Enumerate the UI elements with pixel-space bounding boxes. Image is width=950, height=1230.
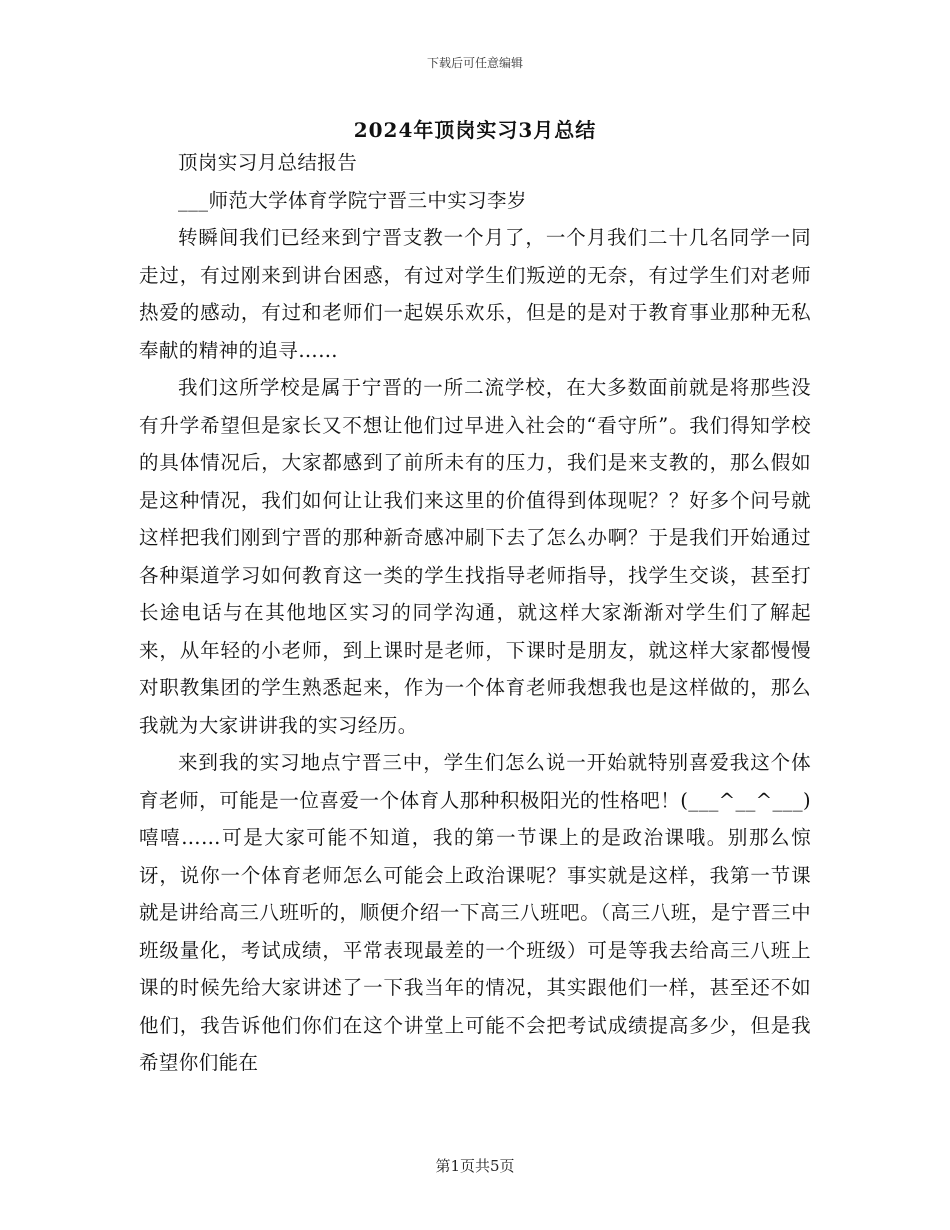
report-heading: 顶岗实习月总结报告 bbox=[178, 151, 358, 174]
header-note: 下载后可任意编辑 bbox=[426, 56, 523, 70]
document-body bbox=[139, 144, 811, 1082]
page-footer: 第1页共5页 bbox=[435, 1157, 515, 1175]
document-title: 2024年顶岗实习3月总结 bbox=[353, 118, 597, 142]
body-paragraph: 转瞬间我们已经来到宁晋支教一个月了，一个月我们二十几名同学一同走过，有过刚来到讲台困惑，有过对学生们叛逆的无奈，有过学生们对老师热爱的感动，有过和老师们一起娱乐欢乐，但是的是对于教育事业那种无私奉献的精神的追寻…… bbox=[139, 226, 811, 362]
body-paragraph: 我们这所学校是属于宁晋的一所二流学校，在大多数面前就是将那些没有升学希望但是家长又不想让他们过早进入社会的“看守所”。我们得知学校的具体情况后，大家都感到了前所未有的压力，我们是来支教的，那么假如是这种情况，我们如何让让我们来这里的价值得到体现呢？？好多个问号就这样把我们刚到宁晋的那种新奇感冲刷下去了怎么办啊？于是我们开始通过各种渠道学习如何教育这一类的学生找指导老师指导，找学生交谈，甚至打长途电话与在其他地区实习的同学沟通，就这样大家渐渐对学生们了解起来，从年轻的小老师，到上课时是老师，下课时是朋友，就这样大家都慢慢对职教集团的学生熟悉起来，作为一个体育老师我想我也是这样做的，那么我就为大家讲讲我的实习经历。 bbox=[139, 376, 811, 737]
author-line: ___师范大学体育学院宁晋三中实习李岁 bbox=[178, 188, 527, 212]
body-paragraph: 来到我的实习地点宁晋三中，学生们怎么说一开始就特别喜爱我这个体育老师，可能是一位喜爱一个体育人那种积极阳光的性格吧！(___^__^___)嘻嘻……可是大家可能不知道，我的第一节课上的是政治课哦。别那么惊讶，说你一个体育老师怎么可能会上政治课呢？事实就是这样，我第一节课就是讲给高三八班听的，顺便介绍一下高三八班吧。（高三八班，是宁晋三中班级量化，考试成绩，平常表现最差的一个班级）可是等我去给高三八班上课的时候先给大家讲述了一下我当年的情况，其实跟他们一样，甚至还不如他们，我告诉他们你们在这个讲堂上可能不会把考试成绩提高多少，但是我希望你们能在 bbox=[139, 751, 811, 1074]
